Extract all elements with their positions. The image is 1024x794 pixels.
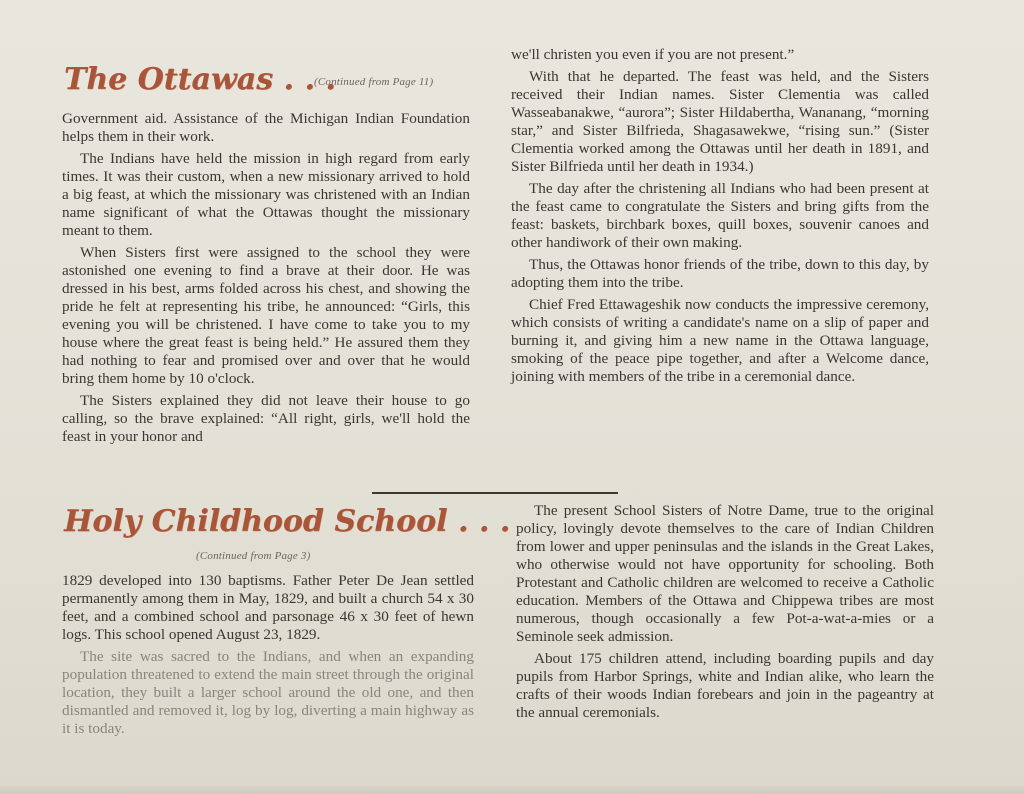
paragraph: we'll christen you even if you are not present.” [511, 46, 795, 63]
paragraph: Thus, the Ottawas honor friends of the tribe, down to this day, by adopting them into the tribe. [511, 256, 929, 291]
paragraph: The present School Sisters of Notre Dame, true to the original policy, lovingly devote themselves to the care of Indian Children from lower and upper peninsulas and the islands in the Great Lakes, who otherwise would not have opportunity for schooling. Both Protestant and Catholic children are welcomed to receive a Catholic education. Members of the Ottawa and Chippewa tribes are most numerous, though occasionally a few Pot-a-wat-a-mies or a Seminole seek admission. [516, 502, 934, 645]
holy-childhood-continued-note: (Continued from Page 3) [196, 550, 311, 562]
holy-childhood-title: Holy Childhood School . . . [64, 504, 511, 539]
ottawas-right-column [511, 46, 929, 390]
paragraph: Government aid. Assistance of the Michigan Indian Foundation helps them in their work. [62, 110, 470, 145]
ottawas-left-column [62, 110, 470, 450]
holy-childhood-left-column [62, 572, 474, 742]
paragraph: The Indians have held the mission in high regard from early times. It was their custom, when a new missionary arrived to hold a big feast, at which the missionary was christened with an Indian name significant of what the Ottawas thought the missionary meant to them. [62, 150, 470, 239]
ottawas-title: The Ottawas . . . [64, 62, 336, 97]
paragraph: 1829 developed into 130 baptisms. Father Peter De Jean settled permanently among them in May, 1829, and built a church 54 x 30 feet, and a combined school and parsonage 46 x 30 feet of hewn logs. This school opened August 23, 1829. [62, 572, 474, 643]
paragraph: Chief Fred Ettawageshik now conducts the impressive ceremony, which consists of writing a candidate's name on a slip of paper and burning it, and giving him a new name in the Ottawa language, smoking of the peace pipe together, and after a Welcome dance, joining with members of the tribe in a ceremonial dance. [511, 296, 929, 385]
paragraph: About 175 children attend, including boarding pupils and day pupils from Harbor Springs, white and Indian alike, who learn the crafts of their woods Indian forebears and join in the pageantry at the annual ceremonials. [516, 650, 934, 721]
section-divider [372, 492, 618, 494]
holy-childhood-right-column [516, 502, 934, 726]
paragraph: The Sisters explained they did not leave their house to go calling, so the brave explained: “All right, girls, we'll hold the feast in your honor and [62, 392, 470, 445]
paragraph: The site was sacred to the Indians, and when an expanding population threatened to extend the main street through the original location, they built a larger school around the old one, and then dismantled and removed it, log by log, diverting a main highway as it is today. [62, 648, 474, 737]
page-bottom-edge [0, 786, 1024, 794]
paragraph: When Sisters first were assigned to the school they were astonished one evening to find a brave at their door. He was dressed in his best, arms folded across his chest, and showing the pride he felt at representing his tribe, he announced: “Girls, this evening you will be christened. I have come to take you to my house where the great feast is being held.” He assured them they had nothing to fear and promised over and over that he would bring them home by 10 o'clock. [62, 244, 470, 387]
paragraph: With that he departed. The feast was held, and the Sisters received their Indian names. Sister Clementia was called Wasseabanakwe, “aurora”; Sister Hildabertha, Wananang, “morning star,” and Sister Bilfrieda, Shagasawekwe, “rising sun.” (Sister Clementia worked among the Ottawas until her death in 1891, and Sister Bilfrieda until her death in 1934.) [511, 68, 929, 175]
paragraph: The day after the christening all Indians who had been present at the feast came to congratulate the Sisters and bring gifts from the feast: baskets, birchbark boxes, quill boxes, souvenir canoes and other handiwork of their own making. [511, 180, 929, 251]
ottawas-continued-note: (Continued from Page 11) [314, 76, 434, 88]
